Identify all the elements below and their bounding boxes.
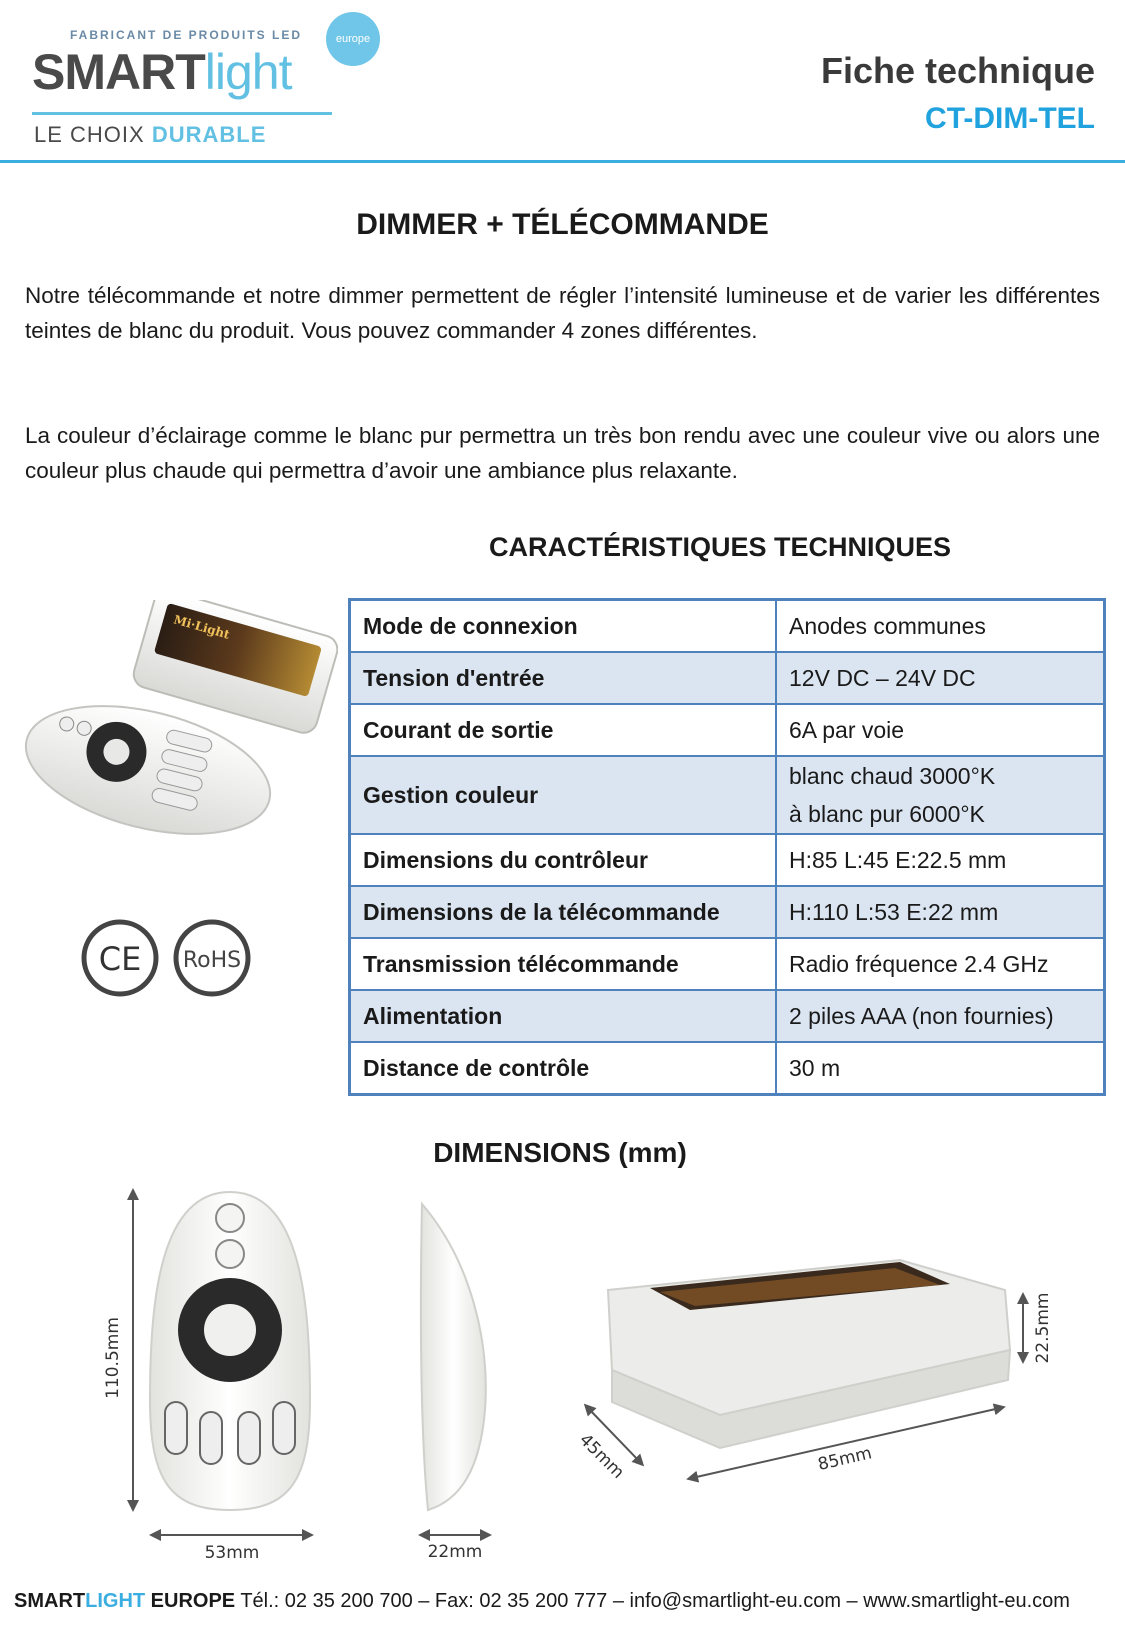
- logo-brand-smart: SMART: [32, 44, 205, 100]
- rohs-mark-icon: [176, 922, 248, 994]
- spec-value: Radio fréquence 2.4 GHz: [776, 938, 1105, 990]
- logo-brand-light: light: [204, 44, 292, 100]
- logo-tagline-durable: DURABLE: [151, 122, 267, 147]
- logo-badge: europe: [326, 12, 380, 66]
- controller-depth-label: 45mm: [575, 1430, 628, 1483]
- table-row: [350, 990, 1105, 1042]
- table-row: [350, 834, 1105, 886]
- description-paragraph-1: Notre télécommande et notre dimmer permettent de régler l’intensité lumineuse et de varier les différentes teintes de blanc du produit. Vous pouvez commander 4 zones différentes.: [25, 283, 1100, 343]
- spec-label: Transmission télécommande: [350, 938, 777, 990]
- spec-value: 2 piles AAA (non fournies): [776, 990, 1105, 1042]
- remote-side-view: [421, 1204, 486, 1510]
- table-row: [350, 704, 1105, 756]
- product-title: DIMMER + TÉLÉCOMMANDE: [356, 208, 769, 241]
- spec-value: 12V DC – 24V DC: [776, 652, 1105, 704]
- spec-label: Distance de contrôle: [350, 1042, 777, 1095]
- ce-mark-label: CE: [98, 940, 142, 978]
- spec-value: 6A par voie: [776, 704, 1105, 756]
- table-row: [350, 756, 1105, 834]
- footer-company-light: LIGHT: [85, 1590, 146, 1612]
- remote-front-view: [150, 1192, 310, 1510]
- controller-height-label: 22.5mm: [1033, 1292, 1053, 1364]
- footer-contact: [14, 1590, 1070, 1613]
- footer-contact-details: Tél.: 02 35 200 700 – Fax: 02 35 200 777 – info@smartlight-eu.com – www.smartlight-eu.com: [235, 1590, 1070, 1612]
- table-row: [350, 938, 1105, 990]
- document-title: Fiche technique: [820, 50, 1095, 91]
- table-row: [350, 600, 1105, 653]
- spec-value: [776, 756, 1105, 834]
- spec-label: Mode de connexion: [350, 600, 777, 653]
- spec-label: Tension d'entrée: [350, 652, 777, 704]
- logo-tagline-top: FABRICANT DE PRODUITS LED: [70, 28, 303, 42]
- spec-label: Gestion couleur: [350, 756, 777, 834]
- logo-brand: [32, 44, 292, 100]
- logo-tagline-bottom: [34, 122, 266, 148]
- table-row: [350, 886, 1105, 938]
- header-divider: [0, 160, 1125, 163]
- dimensions-drawing: [0, 1180, 1125, 1570]
- spec-value: Anodes communes: [776, 600, 1105, 653]
- table-row: [350, 652, 1105, 704]
- spec-value: 30 m: [776, 1042, 1105, 1095]
- spec-label: Courant de sortie: [350, 704, 777, 756]
- spec-label: Alimentation: [350, 990, 777, 1042]
- table-row: [350, 1042, 1105, 1095]
- dimensions-heading: DIMENSIONS (mm): [433, 1137, 687, 1168]
- spec-value: H:110 L:53 E:22 mm: [776, 886, 1105, 938]
- specs-heading: CARACTÉRISTIQUES TECHNIQUES: [488, 532, 952, 562]
- remote-width-label: 53mm: [204, 1543, 260, 1563]
- spec-value-line-1: blanc chaud 3000°K: [789, 763, 996, 789]
- logo-tagline-choice: LE CHOIX: [34, 122, 152, 147]
- footer-company-europe: EUROPE: [145, 1590, 236, 1612]
- remote-thickness-label: 22mm: [427, 1542, 483, 1562]
- logo-underline: [32, 112, 332, 115]
- spec-value: H:85 L:45 E:22.5 mm: [776, 834, 1105, 886]
- controller-length-label: 85mm: [815, 1443, 874, 1476]
- specs-table: [348, 598, 1106, 1096]
- controller-brand-label: Mi·Light: [171, 612, 232, 642]
- description-paragraph-2: La couleur d’éclairage comme le blanc pur permettra un très bon rendu avec une couleur vive ou alors une couleur plus chaude qui permettra d’avoir une ambiance plus relaxante.: [25, 423, 1100, 483]
- footer-company-smart: SMART: [14, 1590, 86, 1612]
- rohs-mark-label: RoHS: [182, 948, 242, 973]
- certification-logos: [78, 916, 258, 1000]
- product-photo: [18, 600, 338, 870]
- ce-mark-icon: [84, 922, 156, 994]
- remote-height-label: 110.5mm: [103, 1317, 123, 1399]
- document-reference: CT-DIM-TEL: [925, 102, 1095, 135]
- spec-label: Dimensions de la télécommande: [350, 886, 777, 938]
- spec-label: Dimensions du contrôleur: [350, 834, 777, 886]
- spec-value-line-2: à blanc pur 6000°K: [789, 801, 985, 827]
